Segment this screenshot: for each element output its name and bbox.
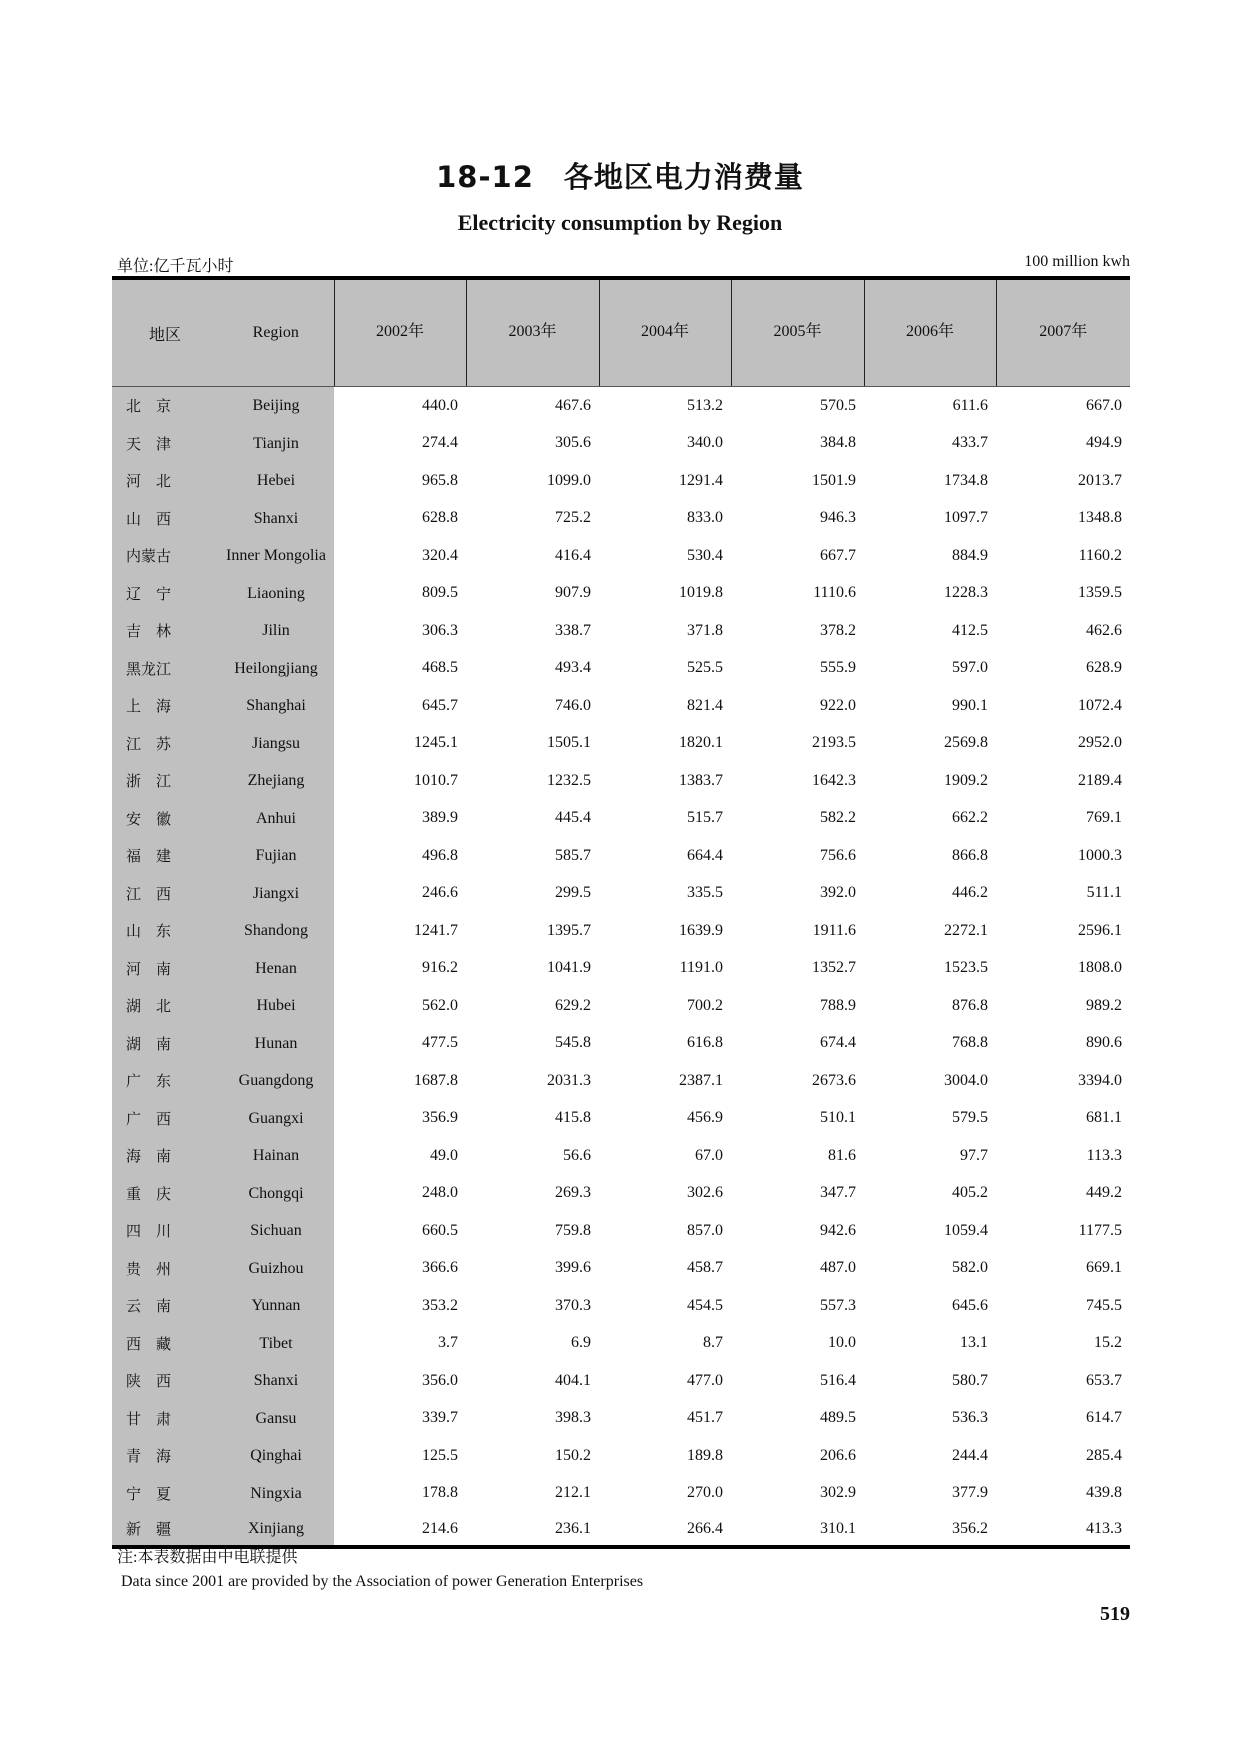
value-cell: 1241.7	[414, 921, 458, 939]
value-cell: 530.4	[687, 546, 723, 564]
value-cell: 916.2	[422, 959, 458, 977]
value-cell: 515.7	[687, 809, 723, 827]
region-name-en: Qinghai	[218, 1437, 334, 1475]
region-name-en: Guangdong	[218, 1062, 334, 1100]
region-name-cn: 辽 宁	[112, 575, 218, 613]
header-year: 2007年	[996, 278, 1130, 387]
value-cell: 628.9	[1086, 659, 1122, 677]
value-cell: 462.6	[1086, 621, 1122, 639]
value-cell: 3004.0	[944, 1071, 988, 1089]
region-name-cn: 北 京	[112, 387, 218, 425]
region-name-cn: 湖 北	[112, 987, 218, 1025]
region-name-en: Jiangsu	[218, 725, 334, 763]
page-title-en: Electricity consumption by Region	[457, 210, 783, 235]
region-name-cn: 浙 江	[112, 762, 218, 800]
value-cell: 1808.0	[1078, 959, 1122, 977]
value-cell: 150.2	[555, 1446, 591, 1464]
table-row	[112, 1362, 1130, 1400]
value-cell: 467.6	[555, 396, 591, 414]
value-cell: 56.6	[563, 1146, 591, 1164]
value-cell: 370.3	[555, 1296, 591, 1314]
value-cell: 866.8	[952, 846, 988, 864]
region-name-en: Shanxi	[218, 500, 334, 538]
value-cell: 416.4	[555, 546, 591, 564]
region-name-en: Beijing	[218, 387, 334, 425]
region-name-cn: 上 海	[112, 687, 218, 725]
value-cell: 833.0	[687, 509, 723, 527]
value-cell: 10.0	[828, 1334, 856, 1352]
value-cell: 1110.6	[813, 584, 856, 602]
value-cell: 347.7	[820, 1184, 856, 1202]
value-cell: 248.0	[422, 1184, 458, 1202]
table-row	[112, 462, 1130, 500]
value-cell: 989.2	[1086, 996, 1122, 1014]
unit-label-cn: 单位:亿千瓦小时	[117, 258, 234, 275]
page-title-cn: 18-12 各地区电力消费量	[436, 160, 804, 194]
value-cell: 366.6	[422, 1259, 458, 1277]
value-cell: 768.8	[952, 1034, 988, 1052]
value-cell: 449.2	[1086, 1184, 1122, 1202]
value-cell: 965.8	[422, 471, 458, 489]
value-cell: 274.4	[422, 434, 458, 452]
value-cell: 1395.7	[547, 921, 591, 939]
value-cell: 206.6	[820, 1446, 856, 1464]
region-name-en: Gansu	[218, 1400, 334, 1438]
value-cell: 305.6	[555, 434, 591, 452]
value-cell: 454.5	[687, 1296, 723, 1314]
footnote-cn: 注:本表数据由中电联提供	[117, 1549, 298, 1566]
region-name-cn: 江 西	[112, 875, 218, 913]
region-name-cn: 云 南	[112, 1287, 218, 1325]
value-cell: 582.2	[820, 809, 856, 827]
table-row	[112, 1287, 1130, 1325]
value-cell: 681.1	[1086, 1109, 1122, 1127]
region-name-en: Henan	[218, 950, 334, 988]
region-name-en: Hainan	[218, 1137, 334, 1175]
value-cell: 339.7	[422, 1409, 458, 1427]
value-cell: 377.9	[952, 1484, 988, 1502]
value-cell: 1191.0	[679, 959, 723, 977]
table-row	[112, 725, 1130, 763]
value-cell: 1059.4	[944, 1221, 988, 1239]
value-cell: 2387.1	[679, 1071, 723, 1089]
value-cell: 458.7	[687, 1259, 723, 1277]
value-cell: 1010.7	[414, 771, 458, 789]
region-name-en: Inner Mongolia	[218, 537, 334, 575]
value-cell: 81.6	[828, 1146, 856, 1164]
table-row	[112, 875, 1130, 913]
region-name-en: Zhejiang	[218, 762, 334, 800]
value-cell: 525.5	[687, 659, 723, 677]
table-row	[112, 950, 1130, 988]
value-cell: 125.5	[422, 1446, 458, 1464]
region-name-en: Hebei	[218, 462, 334, 500]
value-cell: 759.8	[555, 1221, 591, 1239]
value-cell: 446.2	[952, 884, 988, 902]
value-cell: 756.6	[820, 846, 856, 864]
region-name-cn: 天 津	[112, 425, 218, 463]
value-cell: 412.5	[952, 621, 988, 639]
value-cell: 496.8	[422, 846, 458, 864]
value-cell: 356.2	[864, 1512, 996, 1547]
value-cell: 2272.1	[944, 921, 988, 939]
header-year: 2004年	[599, 278, 731, 387]
value-cell: 2952.0	[1078, 734, 1122, 752]
value-cell: 236.1	[466, 1512, 599, 1547]
value-cell: 2673.6	[812, 1071, 856, 1089]
value-cell: 1072.4	[1078, 696, 1122, 714]
value-cell: 580.7	[952, 1371, 988, 1389]
value-cell: 1232.5	[547, 771, 591, 789]
value-cell: 49.0	[430, 1146, 458, 1164]
region-name-cn: 陕 西	[112, 1362, 218, 1400]
value-cell: 555.9	[820, 659, 856, 677]
value-cell: 1501.9	[812, 471, 856, 489]
table-row	[112, 1475, 1130, 1513]
value-cell: 570.5	[820, 396, 856, 414]
region-name-en: Shanghai	[218, 687, 334, 725]
value-cell: 494.9	[1086, 434, 1122, 452]
value-cell: 1505.1	[547, 734, 591, 752]
value-cell: 511.1	[1086, 884, 1122, 902]
value-cell: 745.5	[1086, 1296, 1122, 1314]
value-cell: 942.6	[820, 1221, 856, 1239]
value-cell: 389.9	[422, 809, 458, 827]
table-row	[112, 575, 1130, 613]
value-cell: 493.4	[555, 659, 591, 677]
table-header-row	[112, 278, 1130, 387]
value-cell: 477.0	[687, 1371, 723, 1389]
region-name-cn: 广 西	[112, 1100, 218, 1138]
value-cell: 404.1	[555, 1371, 591, 1389]
table-row	[112, 762, 1130, 800]
table-row	[112, 1175, 1130, 1213]
region-name-cn: 广 东	[112, 1062, 218, 1100]
value-cell: 302.9	[820, 1484, 856, 1502]
region-name-cn: 四 川	[112, 1212, 218, 1250]
table-row	[112, 1137, 1130, 1175]
value-cell: 244.4	[952, 1446, 988, 1464]
value-cell: 1245.1	[414, 734, 458, 752]
value-cell: 1099.0	[547, 471, 591, 489]
table-row	[112, 387, 1130, 425]
footnote-en: Data since 2001 are provided by the Association of power Generation Enterprises	[121, 1573, 644, 1590]
region-name-cn: 湖 南	[112, 1025, 218, 1063]
header-year: 2005年	[731, 278, 864, 387]
table-row	[112, 425, 1130, 463]
table-row	[112, 1512, 1130, 1547]
unit-label-en: 100 million kwh	[1024, 253, 1130, 270]
region-name-en: Guizhou	[218, 1250, 334, 1288]
value-cell: 285.4	[1086, 1446, 1122, 1464]
region-name-cn: 吉 林	[112, 612, 218, 650]
value-cell: 398.3	[555, 1409, 591, 1427]
region-name-en: Ningxia	[218, 1475, 334, 1513]
value-cell: 667.0	[1086, 396, 1122, 414]
table-row	[112, 912, 1130, 950]
value-cell: 513.2	[687, 396, 723, 414]
region-name-en: Fujian	[218, 837, 334, 875]
value-cell: 306.3	[422, 621, 458, 639]
value-cell: 487.0	[820, 1259, 856, 1277]
value-cell: 445.4	[555, 809, 591, 827]
value-cell: 857.0	[687, 1221, 723, 1239]
value-cell: 1019.8	[679, 584, 723, 602]
value-cell: 1352.7	[812, 959, 856, 977]
value-cell: 340.0	[687, 434, 723, 452]
region-name-cn: 江 苏	[112, 725, 218, 763]
value-cell: 645.6	[952, 1296, 988, 1314]
value-cell: 1000.3	[1078, 846, 1122, 864]
value-cell: 335.5	[687, 884, 723, 902]
value-cell: 510.1	[820, 1109, 856, 1127]
value-cell: 664.4	[687, 846, 723, 864]
value-cell: 266.4	[599, 1512, 731, 1547]
value-cell: 353.2	[422, 1296, 458, 1314]
value-cell: 562.0	[422, 996, 458, 1014]
region-name-cn: 宁 夏	[112, 1475, 218, 1513]
value-cell: 669.1	[1086, 1259, 1122, 1277]
value-cell: 246.6	[422, 884, 458, 902]
value-cell: 433.7	[952, 434, 988, 452]
table-row	[112, 837, 1130, 875]
region-name-cn: 重 庆	[112, 1175, 218, 1213]
value-cell: 597.0	[952, 659, 988, 677]
value-cell: 746.0	[555, 696, 591, 714]
value-cell: 1097.7	[944, 509, 988, 527]
value-cell: 3394.0	[1078, 1071, 1122, 1089]
value-cell: 653.7	[1086, 1371, 1122, 1389]
table-row	[112, 1437, 1130, 1475]
value-cell: 667.7	[820, 546, 856, 564]
value-cell: 1734.8	[944, 471, 988, 489]
table-row	[112, 1325, 1130, 1363]
region-name-cn: 贵 州	[112, 1250, 218, 1288]
value-cell: 8.7	[703, 1334, 723, 1352]
value-cell: 67.0	[695, 1146, 723, 1164]
value-cell: 302.6	[687, 1184, 723, 1202]
value-cell: 1909.2	[944, 771, 988, 789]
value-cell: 113.3	[1086, 1146, 1122, 1164]
value-cell: 946.3	[820, 509, 856, 527]
value-cell: 392.0	[820, 884, 856, 902]
header-region-cn: 地区	[112, 278, 218, 387]
value-cell: 338.7	[555, 621, 591, 639]
table-row	[112, 1212, 1130, 1250]
region-name-en: Guangxi	[218, 1100, 334, 1138]
value-cell: 629.2	[555, 996, 591, 1014]
value-cell: 356.0	[422, 1371, 458, 1389]
value-cell: 645.7	[422, 696, 458, 714]
region-name-en: Heilongjiang	[218, 650, 334, 688]
value-cell: 2193.5	[812, 734, 856, 752]
value-cell: 884.9	[952, 546, 988, 564]
value-cell: 769.1	[1086, 809, 1122, 827]
value-cell: 662.2	[952, 809, 988, 827]
value-cell: 616.8	[687, 1034, 723, 1052]
value-cell: 1041.9	[547, 959, 591, 977]
value-cell: 399.6	[555, 1259, 591, 1277]
region-name-en: Shandong	[218, 912, 334, 950]
region-name-cn: 甘 肃	[112, 1400, 218, 1438]
value-cell: 1639.9	[679, 921, 723, 939]
value-cell: 1359.5	[1078, 584, 1122, 602]
value-cell: 1160.2	[1078, 546, 1122, 564]
value-cell: 2189.4	[1078, 771, 1122, 789]
value-cell: 468.5	[422, 659, 458, 677]
value-cell: 788.9	[820, 996, 856, 1014]
value-cell: 3.7	[438, 1334, 458, 1352]
value-cell: 536.3	[952, 1409, 988, 1427]
value-cell: 1383.7	[679, 771, 723, 789]
region-name-en: Yunnan	[218, 1287, 334, 1325]
region-name-en: Jiangxi	[218, 875, 334, 913]
value-cell: 2596.1	[1078, 921, 1122, 939]
value-cell: 477.5	[422, 1034, 458, 1052]
value-cell: 2569.8	[944, 734, 988, 752]
value-cell: 585.7	[555, 846, 591, 864]
value-cell: 189.8	[687, 1446, 723, 1464]
region-name-cn: 海 南	[112, 1137, 218, 1175]
value-cell: 725.2	[555, 509, 591, 527]
region-name-cn: 山 西	[112, 500, 218, 538]
value-cell: 628.8	[422, 509, 458, 527]
value-cell: 545.8	[555, 1034, 591, 1052]
table-row	[112, 1100, 1130, 1138]
value-cell: 2031.3	[547, 1071, 591, 1089]
value-cell: 1820.1	[679, 734, 723, 752]
value-cell: 489.5	[820, 1409, 856, 1427]
value-cell: 516.4	[820, 1371, 856, 1389]
value-cell: 1291.4	[679, 471, 723, 489]
table-row	[112, 800, 1130, 838]
value-cell: 579.5	[952, 1109, 988, 1127]
header-year: 2006年	[864, 278, 996, 387]
value-cell: 907.9	[555, 584, 591, 602]
value-cell: 13.1	[960, 1334, 988, 1352]
region-name-cn: 福 建	[112, 837, 218, 875]
value-cell: 178.8	[422, 1484, 458, 1502]
region-name-cn: 黑龙江	[112, 650, 218, 688]
value-cell: 1911.6	[812, 921, 856, 939]
value-cell: 439.8	[1086, 1484, 1122, 1502]
value-cell: 214.6	[334, 1512, 466, 1547]
region-name-cn: 河 南	[112, 950, 218, 988]
header-year: 2003年	[466, 278, 599, 387]
value-cell: 809.5	[422, 584, 458, 602]
region-name-en: Anhui	[218, 800, 334, 838]
value-cell: 415.8	[555, 1109, 591, 1127]
region-name-cn: 安 徽	[112, 800, 218, 838]
region-name-en: Tianjin	[218, 425, 334, 463]
region-name-en: Liaoning	[218, 575, 334, 613]
table-row	[112, 1250, 1130, 1288]
table-row	[112, 650, 1130, 688]
value-cell: 15.2	[1094, 1334, 1122, 1352]
region-name-cn: 西 藏	[112, 1325, 218, 1363]
region-name-en: Chongqi	[218, 1175, 334, 1213]
value-cell: 1687.8	[414, 1071, 458, 1089]
value-cell: 269.3	[555, 1184, 591, 1202]
value-cell: 440.0	[422, 396, 458, 414]
value-cell: 876.8	[952, 996, 988, 1014]
region-name-cn: 河 北	[112, 462, 218, 500]
value-cell: 922.0	[820, 696, 856, 714]
value-cell: 821.4	[687, 696, 723, 714]
value-cell: 6.9	[571, 1334, 591, 1352]
value-cell: 320.4	[422, 546, 458, 564]
value-cell: 456.9	[687, 1109, 723, 1127]
value-cell: 1523.5	[944, 959, 988, 977]
value-cell: 212.1	[555, 1484, 591, 1502]
table-row	[112, 687, 1130, 725]
value-cell: 1228.3	[944, 584, 988, 602]
value-cell: 371.8	[687, 621, 723, 639]
region-name-en: Hunan	[218, 1025, 334, 1063]
value-cell: 557.3	[820, 1296, 856, 1314]
region-name-en: Sichuan	[218, 1212, 334, 1250]
header-region-en: Region	[218, 278, 334, 387]
table-row	[112, 1062, 1130, 1100]
value-cell: 614.7	[1086, 1409, 1122, 1427]
value-cell: 582.0	[952, 1259, 988, 1277]
region-name-cn: 新 疆	[112, 1512, 218, 1547]
region-name-en: Shanxi	[218, 1362, 334, 1400]
value-cell: 299.5	[555, 884, 591, 902]
value-cell: 405.2	[952, 1184, 988, 1202]
value-cell: 310.1	[731, 1512, 864, 1547]
region-name-en: Xinjiang	[218, 1512, 334, 1547]
value-cell: 413.3	[996, 1512, 1130, 1547]
value-cell: 1177.5	[1078, 1221, 1122, 1239]
electricity-table	[112, 276, 1130, 1549]
value-cell: 270.0	[687, 1484, 723, 1502]
region-name-cn: 山 东	[112, 912, 218, 950]
value-cell: 700.2	[687, 996, 723, 1014]
value-cell: 660.5	[422, 1221, 458, 1239]
value-cell: 611.6	[952, 396, 988, 414]
region-name-cn: 内蒙古	[112, 537, 218, 575]
value-cell: 890.6	[1086, 1034, 1122, 1052]
table-row	[112, 1400, 1130, 1438]
value-cell: 384.8	[820, 434, 856, 452]
region-name-en: Hubei	[218, 987, 334, 1025]
region-name-en: Tibet	[218, 1325, 334, 1363]
table-row	[112, 987, 1130, 1025]
value-cell: 2013.7	[1078, 471, 1122, 489]
value-cell: 674.4	[820, 1034, 856, 1052]
value-cell: 451.7	[687, 1409, 723, 1427]
region-name-en: Jilin	[218, 612, 334, 650]
value-cell: 97.7	[960, 1146, 988, 1164]
header-year: 2002年	[334, 278, 466, 387]
table-row	[112, 537, 1130, 575]
table-row	[112, 1025, 1130, 1063]
value-cell: 356.9	[422, 1109, 458, 1127]
table-row	[112, 612, 1130, 650]
region-name-cn: 青 海	[112, 1437, 218, 1475]
value-cell: 990.1	[952, 696, 988, 714]
value-cell: 378.2	[820, 621, 856, 639]
table-row	[112, 500, 1130, 538]
table-container	[112, 276, 1130, 1549]
value-cell: 1642.3	[812, 771, 856, 789]
value-cell: 1348.8	[1078, 509, 1122, 527]
page-number: 519	[1100, 1603, 1130, 1625]
